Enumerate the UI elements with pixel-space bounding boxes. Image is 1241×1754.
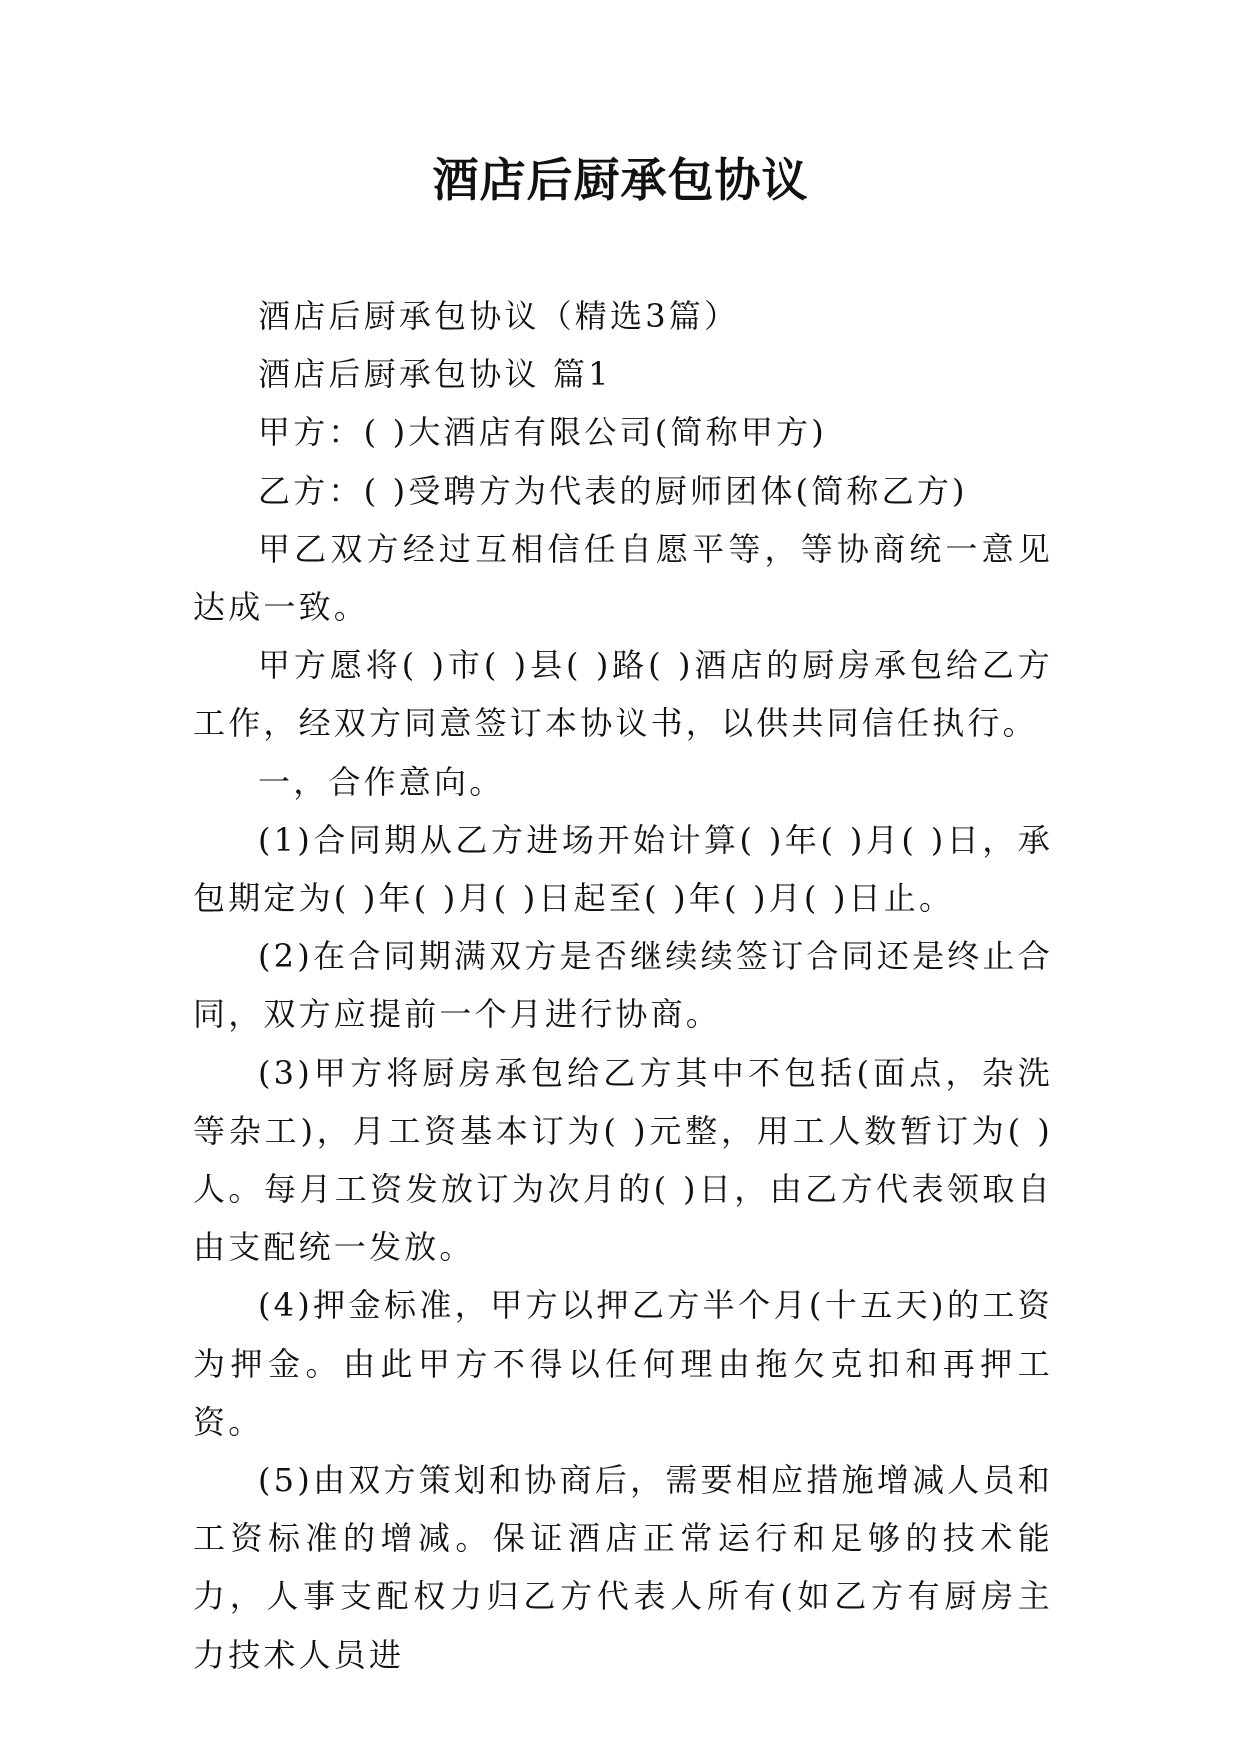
paragraph-agreement-intro: 甲乙双方经过互相信任自愿平等，等协商统一意见达成一致。 xyxy=(193,529,1053,627)
document-title: 酒店后厨承包协议 xyxy=(432,153,809,207)
document-body xyxy=(193,287,1053,1684)
paragraph-clause-1: (1)合同期从乙方进场开始计算( )年( )月( )日，承包期定为( )年( )月( )日起至( )年( )月( )日止。 xyxy=(193,820,1053,918)
paragraph-party-b: 乙方：( )受聘方为代表的厨师团体(简称乙方) xyxy=(258,471,968,510)
paragraph-clause-2: (2)在合同期满双方是否继续续签订合同还是终止合同，双方应提前一个月进行协商。 xyxy=(193,937,1053,1034)
paragraph-cooperation-heading: 一，合作意向。 xyxy=(258,762,505,801)
paragraph-clause-3: (3)甲方将厨房承包给乙方其中不包括(面点，杂洗等杂工)，月工资基本订为( )元整，用工人数暂订为( )人。每月工资发放订为次月的( )日，由乙方代表领取自由支配统一发放。 xyxy=(193,1053,1053,1267)
paragraph-clause-5: (5)由双方策划和协商后，需要相应措施增减人员和工资标准的增减。保证酒店正常运行和足够的技术能力，人事支配权力归乙方代表人所有(如乙方有厨房主力技术人员进 xyxy=(193,1461,1053,1674)
paragraph-subtitle: 酒店后厨承包协议（精选3篇） xyxy=(258,297,740,335)
paragraph-clause-4: (4)押金标准，甲方以押乙方半个月(十五天)的工资为押金。由此甲方不得以任何理由拖欠克扣和再押工资。 xyxy=(193,1286,1053,1441)
paragraph-contract-scope: 甲方愿将( )市( )县( )路( )酒店的厨房承包给乙方工作，经双方同意签订本协议书，以供共同信任执行。 xyxy=(193,646,1053,743)
paragraph-section-heading: 酒店后厨承包协议 篇1 xyxy=(258,355,612,394)
paragraph-party-a: 甲方：( )大酒店有限公司(简称甲方) xyxy=(258,413,827,452)
